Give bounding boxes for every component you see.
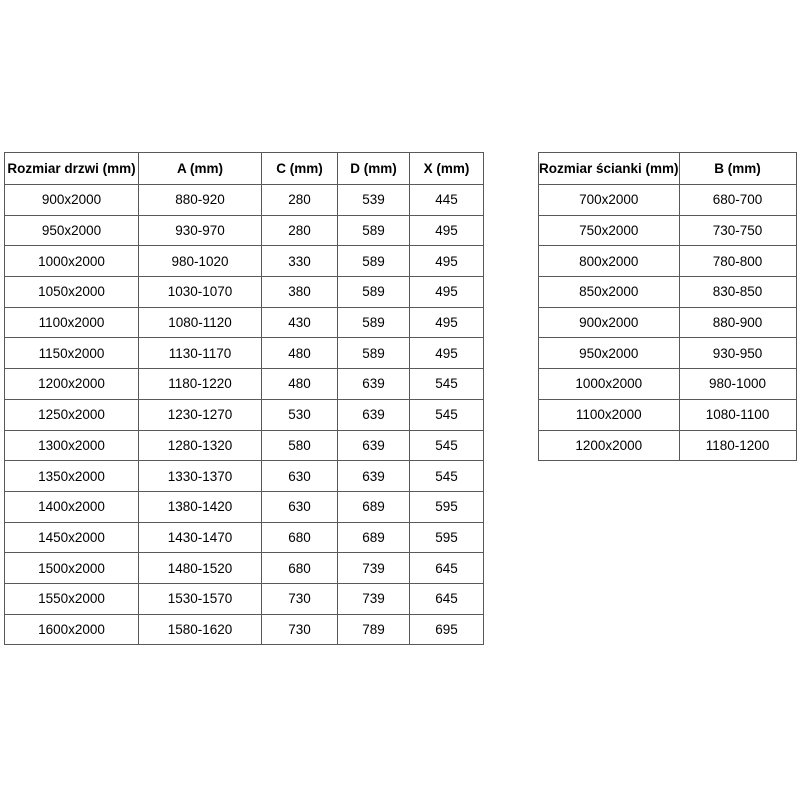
table-cell: 1150x2000 [5, 338, 139, 369]
table-cell: 950x2000 [5, 215, 139, 246]
table-cell: 589 [338, 215, 410, 246]
table-cell: 1080-1120 [139, 307, 262, 338]
table-cell: 1100x2000 [5, 307, 139, 338]
table-cell: 780-800 [679, 246, 796, 277]
table-cell: 445 [410, 185, 484, 216]
table-row [539, 369, 797, 400]
table-cell: 1530-1570 [139, 583, 262, 614]
table-cell: 1500x2000 [5, 553, 139, 584]
table-cell: 495 [410, 215, 484, 246]
table-cell: 1000x2000 [539, 369, 680, 400]
table-cell: 480 [262, 369, 338, 400]
table-cell: 645 [410, 553, 484, 584]
table-cell: 930-970 [139, 215, 262, 246]
table-cell: 595 [410, 491, 484, 522]
table-row [539, 307, 797, 338]
table-cell: 1180-1200 [679, 430, 796, 461]
table-cell: 1050x2000 [5, 277, 139, 308]
table-cell: 750x2000 [539, 215, 680, 246]
column-header: Rozmiar ścianki (mm) [539, 153, 680, 185]
table-cell: 639 [338, 369, 410, 400]
column-header: D (mm) [338, 153, 410, 185]
table-cell: 800x2000 [539, 246, 680, 277]
column-header: A (mm) [139, 153, 262, 185]
table-cell: 380 [262, 277, 338, 308]
table-cell: 930-950 [679, 338, 796, 369]
table-cell: 850x2000 [539, 277, 680, 308]
header-row [5, 153, 484, 185]
table-cell: 1580-1620 [139, 614, 262, 645]
table-row [539, 277, 797, 308]
table-cell: 730 [262, 614, 338, 645]
table-cell: 589 [338, 246, 410, 277]
table-cell: 1200x2000 [539, 430, 680, 461]
table-cell: 1300x2000 [5, 430, 139, 461]
table-row [539, 430, 797, 461]
table-cell: 495 [410, 338, 484, 369]
table-cell: 280 [262, 215, 338, 246]
table-cell: 1180-1220 [139, 369, 262, 400]
table-cell: 589 [338, 307, 410, 338]
table-cell: 1230-1270 [139, 399, 262, 430]
table-row [5, 185, 484, 216]
table-cell: 789 [338, 614, 410, 645]
table-cell: 680-700 [679, 185, 796, 216]
table-cell: 680 [262, 522, 338, 553]
table-row [5, 215, 484, 246]
table-row [5, 399, 484, 430]
table-cell: 980-1020 [139, 246, 262, 277]
table-cell: 1400x2000 [5, 491, 139, 522]
table-row [539, 246, 797, 277]
table-row [5, 553, 484, 584]
table-row [5, 277, 484, 308]
column-header: X (mm) [410, 153, 484, 185]
table-row [539, 185, 797, 216]
table-cell: 639 [338, 399, 410, 430]
table-cell: 1130-1170 [139, 338, 262, 369]
table-cell: 1550x2000 [5, 583, 139, 614]
table-cell: 639 [338, 461, 410, 492]
table-cell: 530 [262, 399, 338, 430]
table-cell: 639 [338, 430, 410, 461]
table-cell: 730 [262, 583, 338, 614]
table-cell: 900x2000 [539, 307, 680, 338]
table-cell: 739 [338, 583, 410, 614]
table-cell: 1250x2000 [5, 399, 139, 430]
table-cell: 545 [410, 430, 484, 461]
table-cell: 1480-1520 [139, 553, 262, 584]
table-cell: 1430-1470 [139, 522, 262, 553]
table-cell: 495 [410, 246, 484, 277]
table-cell: 1600x2000 [5, 614, 139, 645]
table-cell: 539 [338, 185, 410, 216]
table-row [5, 369, 484, 400]
table-row [539, 338, 797, 369]
table-cell: 595 [410, 522, 484, 553]
table-cell: 950x2000 [539, 338, 680, 369]
table-cell: 495 [410, 307, 484, 338]
table-cell: 730-750 [679, 215, 796, 246]
table-row [5, 522, 484, 553]
table-cell: 695 [410, 614, 484, 645]
table-cell: 1000x2000 [5, 246, 139, 277]
table-cell: 280 [262, 185, 338, 216]
table-cell: 1450x2000 [5, 522, 139, 553]
table-cell: 1080-1100 [679, 399, 796, 430]
table-cell: 1330-1370 [139, 461, 262, 492]
wall-sizes-table [538, 152, 797, 461]
table-cell: 545 [410, 369, 484, 400]
table-row [5, 583, 484, 614]
table-cell: 880-920 [139, 185, 262, 216]
table-cell: 495 [410, 277, 484, 308]
table-cell: 900x2000 [5, 185, 139, 216]
table-cell: 739 [338, 553, 410, 584]
table-row [5, 338, 484, 369]
table-cell: 1380-1420 [139, 491, 262, 522]
table-cell: 1030-1070 [139, 277, 262, 308]
table-cell: 980-1000 [679, 369, 796, 400]
table-cell: 880-900 [679, 307, 796, 338]
table-cell: 630 [262, 461, 338, 492]
column-header: B (mm) [679, 153, 796, 185]
table-cell: 430 [262, 307, 338, 338]
table-cell: 1350x2000 [5, 461, 139, 492]
table-cell: 589 [338, 338, 410, 369]
table-row [5, 461, 484, 492]
table-cell: 689 [338, 522, 410, 553]
table-row [539, 215, 797, 246]
table-cell: 330 [262, 246, 338, 277]
table-cell: 1200x2000 [5, 369, 139, 400]
table-cell: 630 [262, 491, 338, 522]
table-cell: 589 [338, 277, 410, 308]
header-row [539, 153, 797, 185]
table-cell: 645 [410, 583, 484, 614]
table-cell: 545 [410, 399, 484, 430]
table-row [539, 399, 797, 430]
table-cell: 480 [262, 338, 338, 369]
table-row [5, 307, 484, 338]
table-cell: 689 [338, 491, 410, 522]
table-cell: 1100x2000 [539, 399, 680, 430]
column-header: Rozmiar drzwi (mm) [5, 153, 139, 185]
table-row [5, 246, 484, 277]
column-header: C (mm) [262, 153, 338, 185]
table-cell: 830-850 [679, 277, 796, 308]
table-cell: 700x2000 [539, 185, 680, 216]
table-row [5, 430, 484, 461]
door-sizes-table [4, 152, 484, 645]
table-cell: 1280-1320 [139, 430, 262, 461]
table-cell: 680 [262, 553, 338, 584]
table-row [5, 614, 484, 645]
table-row [5, 491, 484, 522]
table-cell: 545 [410, 461, 484, 492]
table-cell: 580 [262, 430, 338, 461]
